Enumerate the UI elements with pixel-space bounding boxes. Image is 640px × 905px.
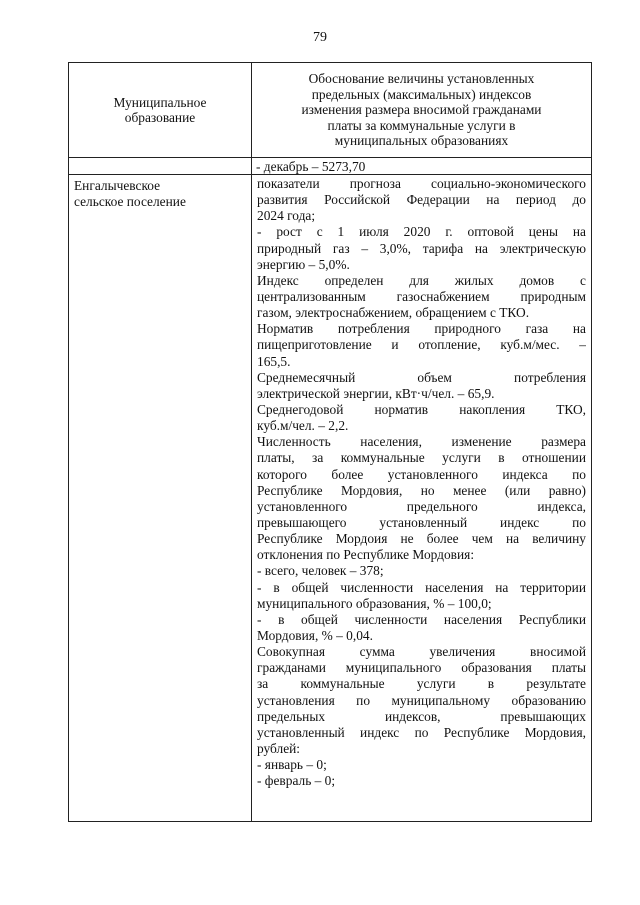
justification-text-line: - в общей численности населения на территории: [257, 579, 586, 595]
justification-text-line: установленного предельного индекса,: [257, 498, 586, 514]
justification-text-line: предельных индексов, превышающих: [257, 708, 586, 724]
justification-text-line: - февраль – 0;: [257, 773, 336, 789]
municipality-cell: [69, 175, 252, 822]
header-municipality-line: образование: [124, 110, 196, 125]
justification-text-line: гражданами муниципального образования платы: [257, 660, 586, 676]
header-municipality-line: Муниципальное: [113, 94, 207, 110]
justification-text-line: 2024 года;: [257, 208, 316, 224]
header-justification: [252, 63, 592, 158]
municipality-line: Енгалычевское: [74, 178, 161, 193]
justification-text-line: установленный индекс по Республике Мордовия,: [257, 724, 586, 740]
municipality-line: сельское поселение: [74, 193, 186, 209]
justification-text-line: Среднегодовой норматив накопления ТКО,: [257, 401, 586, 417]
justification-text-line: энергию – 5,0%.: [257, 256, 350, 272]
header-justification-line: муниципальных образованиях: [334, 133, 509, 149]
justification-text-line: Республике Мордовия, но менее (или равно): [257, 482, 586, 498]
justification-table: [68, 62, 592, 822]
justification-text-line: Среднемесячный объем потребления: [257, 369, 586, 385]
justification-text-line: пищеприготовление и отопление, куб.м/мес. –: [257, 337, 586, 353]
header-justification-line: изменения размера вносимой гражданами: [301, 102, 542, 118]
justification-text-line: превышающего установленный индекс по: [257, 514, 586, 530]
header-municipality: [69, 63, 252, 158]
continuation-left-cell: [69, 158, 252, 175]
header-justification-line: Обоснование величины установленных: [308, 71, 535, 87]
justification-text-line: природный газ – 3,0%, тарифа на электрическую: [257, 240, 586, 256]
justification-text-line: Норматив потребления природного газа на: [257, 321, 586, 337]
justification-text-line: Численность населения, изменение размера: [257, 434, 586, 450]
justification-text-line: отклонения по Республике Мордовия:: [257, 547, 475, 563]
justification-text-line: муниципального образования, % – 100,0;: [257, 595, 492, 611]
justification-text-line: платы, за коммунальные услуги в отношении: [257, 450, 586, 466]
justification-text-line: за коммунальные услуги в результате: [257, 676, 586, 692]
header-justification-line: предельных (максимальных) индексов: [311, 86, 532, 102]
justification-text-line: развития Российской Федерации на период до: [257, 192, 586, 208]
justification-text-line: 165,5.: [257, 353, 291, 369]
justification-text-line: - январь – 0;: [257, 757, 327, 773]
justification-text-line: установления по муниципальному образованию: [257, 692, 586, 708]
justification-text-line: - рост с 1 июля 2020 г. оптовой цены на: [257, 224, 586, 240]
justification-text-line: - всего, человек – 378;: [257, 563, 384, 579]
justification-text-line: Республике Мордоия не более чем на величину: [257, 531, 586, 547]
table-header-row: [69, 63, 592, 158]
header-justification-line: платы за коммунальные услуги в: [327, 117, 516, 133]
justification-text-line: централизованным газоснабжением природным: [257, 288, 586, 304]
justification-text-line: рублей:: [257, 740, 301, 756]
justification-text-line: Индекс определен для жилых домов с: [257, 272, 586, 288]
justification-text-line: показатели прогноза социально-экономического: [257, 176, 586, 191]
justification-text-line: куб.м/чел. – 2,2.: [257, 418, 349, 434]
justification-text-line: газом, электроснабжением, обращением с ТКО.: [257, 305, 530, 321]
continuation-text: - декабрь – 5273,70: [252, 158, 592, 175]
justification-text-line: электрической энергии, кВт·ч/чел. – 65,9.: [257, 385, 495, 401]
justification-text-line: Совокупная сумма увеличения вносимой: [257, 644, 586, 660]
justification-text-line: - в общей численности населения Республики: [257, 611, 586, 627]
table-row: [69, 175, 592, 822]
justification-text-line: которого более установленного индекса по: [257, 466, 586, 482]
page-number: 79: [313, 30, 327, 45]
justification-cell: [252, 175, 592, 822]
continuation-row: [69, 158, 592, 175]
justification-text-line: Мордовия, % – 0,04.: [257, 627, 373, 643]
